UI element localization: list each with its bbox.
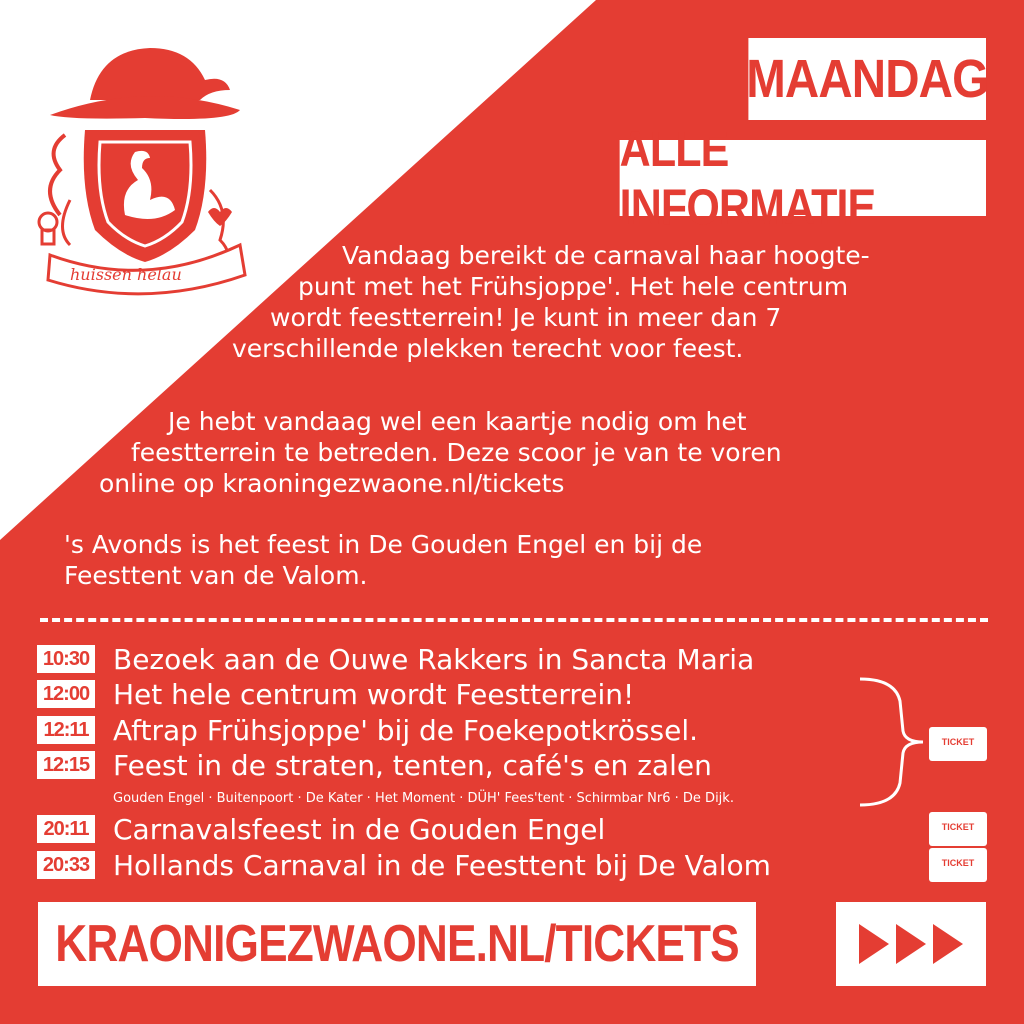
intro-line-4: verschillende plekken terecht voor feest. xyxy=(232,334,744,363)
ticket-icon xyxy=(929,812,987,846)
day-title xyxy=(746,38,989,120)
schedule-row xyxy=(37,715,698,745)
curly-brace-icon xyxy=(855,676,925,808)
event-text: Hollands Carnaval in de Feesttent bij De Valom xyxy=(113,848,771,882)
ticket-icon xyxy=(929,848,987,882)
event-text: Carnavalsfeest in de Gouden Engel xyxy=(113,812,606,846)
time-badge: 12:15 xyxy=(37,751,95,779)
schedule-row xyxy=(37,644,754,674)
ticket-info-line-2: feestterrein te betreden. Deze scoor je van te voren xyxy=(131,438,782,467)
schedule-row xyxy=(37,814,605,844)
triple-arrow-icon xyxy=(859,924,963,964)
day-title-text: MAANDAG xyxy=(746,49,989,109)
schedule-row xyxy=(37,850,771,880)
evening-line-1: 's Avonds is het feest in De Gouden Engel en bij de xyxy=(64,530,703,559)
ticket-icon-label: TICKET xyxy=(941,737,975,747)
tickets-url-banner[interactable] xyxy=(38,902,756,986)
subtitle-text: ALLE INFORMATIE xyxy=(619,121,876,235)
ticket-info-line-3: online op kraoningezwaone.nl/tickets xyxy=(99,469,565,498)
next-arrows-button[interactable] xyxy=(836,902,986,986)
ticket-icon xyxy=(929,727,987,761)
carnival-crest-logo xyxy=(30,40,260,300)
intro-line-2: punt met het Frühsjoppe'. Het hele centrum xyxy=(298,272,849,301)
time-badge: 10:30 xyxy=(37,645,95,673)
ticket-info-line-1: Je hebt vandaag wel een kaartje nodig om het xyxy=(168,407,747,436)
venue-list: Gouden Engel · Buitenpoort · De Kater · Het Moment · DÜH' Fees'tent · Schirmbar Nr6 · De Dijk. xyxy=(113,791,734,806)
dashed-divider xyxy=(40,618,988,622)
time-badge: 12:11 xyxy=(37,716,95,744)
event-text: Feest in de straten, tenten, café's en zalen xyxy=(113,748,712,782)
tickets-url-text: KRAONIGEZWAONE.NL/TICKETS xyxy=(55,915,739,973)
ticket-icon-label: TICKET xyxy=(941,858,975,868)
subtitle-banner xyxy=(619,121,986,235)
time-badge: 20:11 xyxy=(37,815,95,843)
evening-line-2: Feesttent van de Valom. xyxy=(64,561,368,590)
ticket-icon-label: TICKET xyxy=(941,822,975,832)
intro-line-1: Vandaag bereikt de carnaval haar hoogte- xyxy=(342,241,870,270)
time-badge: 12:00 xyxy=(37,680,95,708)
logo-caption: huissen helau xyxy=(70,265,182,284)
event-text: Aftrap Frühsjoppe' bij de Foekepotkrössel. xyxy=(113,713,699,747)
schedule-row xyxy=(37,679,634,709)
schedule-row xyxy=(37,750,712,780)
intro-line-3: wordt feestterrein! Je kunt in meer dan 7 xyxy=(270,303,782,332)
time-badge: 20:33 xyxy=(37,851,95,879)
event-text: Het hele centrum wordt Feestterrein! xyxy=(113,677,635,711)
event-text: Bezoek aan de Ouwe Rakkers in Sancta Maria xyxy=(113,642,755,676)
